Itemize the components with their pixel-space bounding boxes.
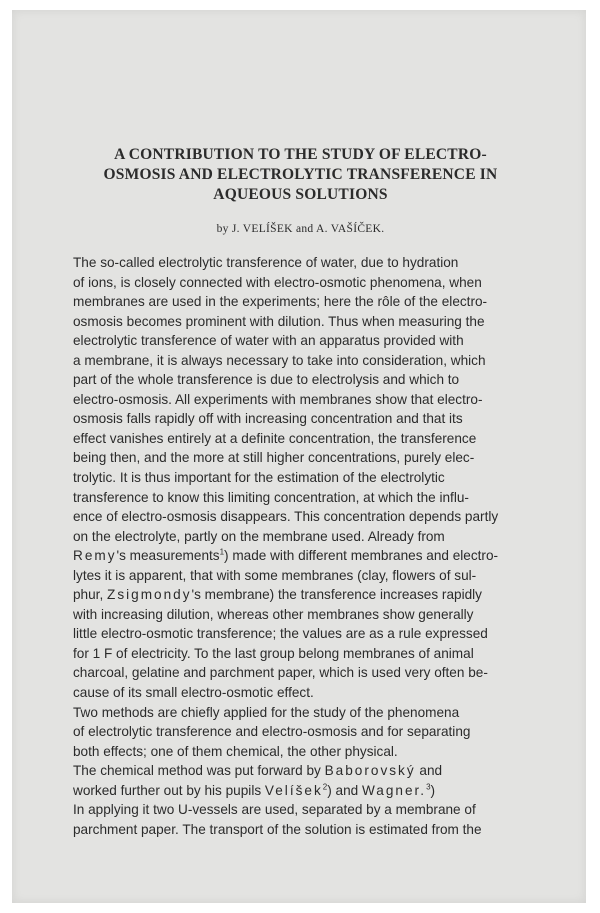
cited-author: Remy (73, 548, 117, 564)
text-line (53, 546, 548, 566)
text-line: of ions, is closely connected with electro-osmotic phenomena, when (73, 274, 482, 290)
text-line (53, 781, 548, 801)
title-line: A CONTRIBUTION TO THE STUDY OF ELECTRO- (114, 146, 487, 163)
cited-author: Zsigmondy (107, 587, 192, 603)
text-line: Two methods are chiefly applied for the study of the phenomena (73, 704, 460, 720)
text-line: In applying it two U-vessels are used, separated by a membrane of (73, 802, 476, 818)
text-line: membranes are used in the experiments; here the rôle of the electro- (73, 294, 488, 310)
text-line: a membrane, it is always necessary to take into consideration, which (73, 352, 486, 368)
text-run: 's measurements (116, 548, 220, 564)
paragraph (53, 703, 548, 762)
article-title (53, 145, 548, 205)
text-run: 's membrane) the transference increases rapidly (191, 587, 482, 603)
title-line: AQUEOUS SOLUTIONS (213, 186, 388, 203)
title-line: OSMOSIS AND ELECTROLYTIC TRANSFERENCE IN (103, 166, 498, 183)
footnote-ref: 3 (426, 782, 431, 792)
text-line: both effects; one of them chemical, the other physical. (73, 743, 398, 759)
paragraph (53, 761, 548, 839)
text-run: ) and (327, 782, 362, 798)
author-name: VAŠÍČEK. (330, 223, 385, 235)
text-line: electrolytic transference of water with an apparatus provided with (73, 333, 464, 349)
text-line: transference to know this limiting concentration, at which the influ- (73, 489, 469, 505)
text-run: worked further out by his pupils (73, 782, 265, 798)
byline-and: and A. (292, 223, 331, 235)
cited-author: Velíšek (264, 782, 323, 798)
text-line: cause of its small electro-osmotic effect. (73, 685, 314, 701)
footnote-ref: 1 (219, 547, 225, 557)
byline-by: by J. (216, 223, 243, 235)
text-run: The chemical method was put forward by (73, 763, 325, 779)
text-run: phur, (73, 587, 108, 603)
text-line: parchment paper. The transport of the solution is estimated from the (73, 821, 482, 837)
text-line: lytes it is apparent, that with some membranes (clay, flowers of sul- (73, 567, 477, 583)
byline (53, 223, 548, 235)
author-name: VELÍŠEK (242, 223, 293, 235)
text-run: and (415, 763, 443, 779)
cited-author: Baborovský (324, 763, 416, 779)
text-line: trolytic. It is thus important for the estimation of the electrolytic (73, 470, 445, 486)
text-line: part of the whole transference is due to electrolysis and which to (73, 372, 460, 388)
text-line (53, 585, 548, 605)
footnote-ref: 2 (322, 782, 328, 792)
text-line: for 1 F of electricity. To the last group belong membranes of animal (73, 645, 474, 661)
paragraph (53, 253, 548, 703)
text-line: osmosis falls rapidly off with increasing concentration and that its (73, 411, 463, 427)
text-line (53, 761, 548, 781)
article-body (53, 253, 548, 839)
text-line: ence of electro-osmosis disappears. This concentration depends partly (73, 509, 499, 525)
text-line: effect vanishes entirely at a definite concentration, the transference (73, 430, 477, 446)
cited-author: Wagner. (361, 782, 427, 798)
text-line: on the electrolyte, partly on the membrane used. Already from (73, 528, 445, 544)
text-line: electro-osmosis. All experiments with membranes show that electro- (73, 391, 483, 407)
text-line: being then, and the more at still higher concentrations, purely elec- (73, 450, 475, 466)
text-line: of electrolytic transference and electro-osmosis and for separating (73, 724, 471, 740)
text-run: ) made with different membranes and electro- (224, 548, 499, 564)
article (53, 145, 548, 839)
text-line: charcoal, gelatine and parchment paper, which is used very often be- (73, 665, 488, 681)
text-run: ) (430, 782, 436, 798)
text-line: The so-called electrolytic transference of water, due to hydration (73, 255, 459, 270)
text-line: little electro-osmotic transference; the values are as a rule expressed (73, 626, 488, 642)
text-line: osmosis becomes prominent with dilution. Thus when measuring the (73, 313, 485, 329)
text-line: with increasing dilution, whereas other membranes show generally (73, 606, 474, 622)
